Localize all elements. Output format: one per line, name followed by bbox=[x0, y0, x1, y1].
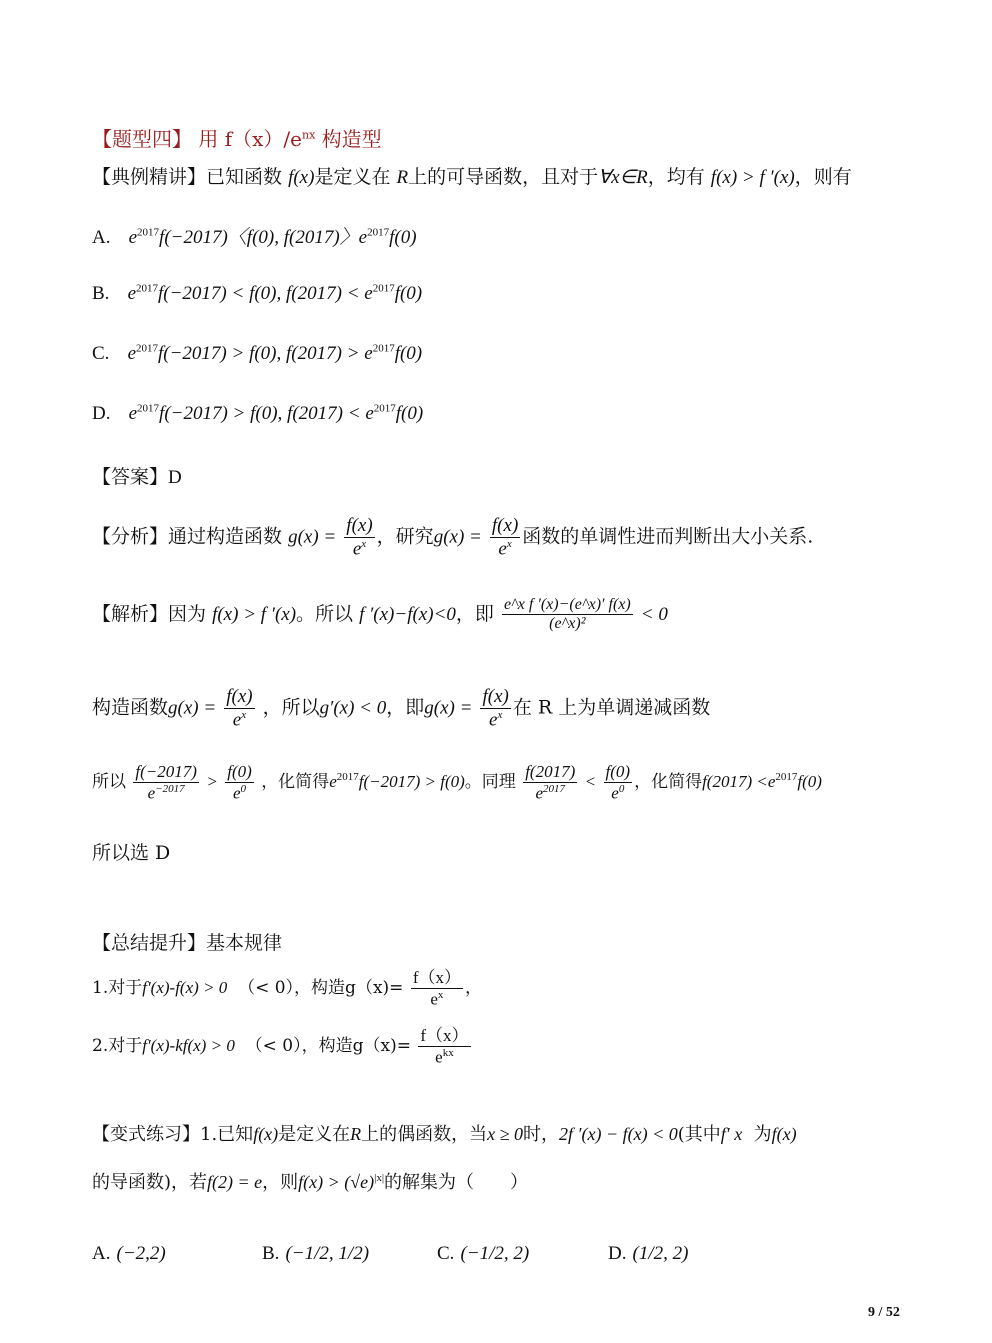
option-a: A. $e^{2017}f(-2017)$〈f(0), f(2017)〉$e^{2017}f(0)$ bbox=[92, 226, 417, 248]
exercise-line-2: 的导函数)，若f(2) = e，则$f(x) > (√e)^{|x|}$的解集为（ ） bbox=[92, 1172, 529, 1193]
construct-line: 构造函数g(x) = $\frac{f(x)}{e^x}$ ，所以g′(x) < 0，即g(x) = $\frac{f(x)}{e^x}$ 在 R 上为单调递减函数 bbox=[92, 686, 711, 731]
option-c: C. $e^{2017}f(-2017) > f(0)$, $f(2017) > e^{2017}f(0)$ bbox=[92, 342, 423, 364]
summary-heading: 【总结提升】基本规律 bbox=[92, 932, 283, 954]
frac-4: $\frac{f(0)}{e^0}$ bbox=[605, 762, 631, 803]
summary-rule-1: 1.对于f′(x)-f(x) > 0 （< 0），构造g（x)= $\frac{f(x)}{e^x}$ ， bbox=[92, 968, 482, 1009]
analysis-fraction: $\frac{f(x)}{e^x}$ bbox=[346, 515, 373, 560]
rule1-fraction: $\frac{f(x)}{e^x}$ bbox=[412, 968, 461, 1009]
analysis-fraction-2: $\frac{f(x)}{e^x}$ bbox=[491, 515, 519, 560]
exercise-choice-c: C. (−1/2, 2) bbox=[437, 1243, 530, 1264]
construct-fraction-2: $\frac{f(x)}{e^x}$ bbox=[482, 686, 509, 731]
exercise-choice-d: D. (1/2, 2) bbox=[608, 1243, 689, 1264]
summary-rule-2: 2.对于f′(x)-kf(x) > 0 （< 0），构造g（x)= $\frac{f(x)}{e^{kx}}$ bbox=[92, 1026, 469, 1067]
option-d: D. $e^{2017}f(-2017) > f(0)$, $f(2017) < e^{2017}f(0)$ bbox=[92, 402, 424, 424]
solution-fraction: $\frac{\text{e\textasciicircum{}x f ′(x)−(e\textasciicircum{}x)′ f(x)}}{\text{(e\textasciicircum{}x)²}}$ bbox=[503, 596, 631, 633]
construct-fraction: $\frac{f(x)}{e^x}$ bbox=[226, 686, 253, 731]
rule2-fraction: $\frac{f(x)}{e^{kx}}$ bbox=[420, 1026, 469, 1067]
page-number: 9 / 52 bbox=[868, 1305, 900, 1320]
analysis: 【分析】通过构造函数 g(x) = $\frac{f(x)}{e^x}$ ，研究g(x) = $\frac{f(x)}{e^x}$ 函数的单调性进而判断出大小关系. bbox=[92, 515, 814, 560]
answer: 【答案】D bbox=[92, 466, 182, 488]
therefore-line: 所以 $\frac{f(-2017)}{e^{-2017}}$ > $\frac{f(0)}{e^0}$ ，化简得$e^{2017}f(-2017) > f(0)$。同理 $\frac{f(2017)}{e^{2017}}$ < $\frac{f(0)}{e^0}$ ，化简得$f(2017) <e^{2017}f(0)$ bbox=[92, 762, 822, 803]
exercise-choice-a: A. (−2,2) bbox=[92, 1243, 166, 1264]
exercise-choice-b: B. (−1/2, 1/2) bbox=[262, 1243, 370, 1264]
frac-2: $\frac{f(0)}{e^0}$ bbox=[227, 762, 252, 803]
exercise-line-1: 【变式练习】1.已知f(x)是定义在R上的偶函数，当x ≥ 0时，2f ′(x) − f(x) < 0(其中f′ x 为f(x) bbox=[92, 1124, 797, 1145]
option-b: B. $e^{2017}f(-2017) < f(0)$, $f(2017) < e^{2017}f(0)$ bbox=[92, 282, 423, 304]
frac-3: $\frac{f(2017)}{e^{2017}}$ bbox=[525, 762, 576, 803]
conclusion: 所以选 D bbox=[92, 842, 171, 864]
solution: 【解析】因为 f(x) > f ′(x)。所以 f ′(x)−f(x)<0，即 $\frac{\text{e\textasciicircum{}x f ′(x)−(e\textasciicircum{}x)′ f(x)}}{\text{(e\textasciicircum{}x)²}}$ < 0 bbox=[92, 596, 668, 633]
frac-1: $\frac{f(-2017)}{e^{-2017}}$ bbox=[135, 762, 197, 803]
example-statement: 【典例精讲】已知函数 f(x)是定义在 R上的可导函数，且对于∀x∈R，均有 f(x) > f ′(x)，则有 bbox=[92, 166, 852, 188]
section-title: 【题型四】 用 $f(x)/e^{nx}$ 构造型 bbox=[92, 127, 382, 151]
